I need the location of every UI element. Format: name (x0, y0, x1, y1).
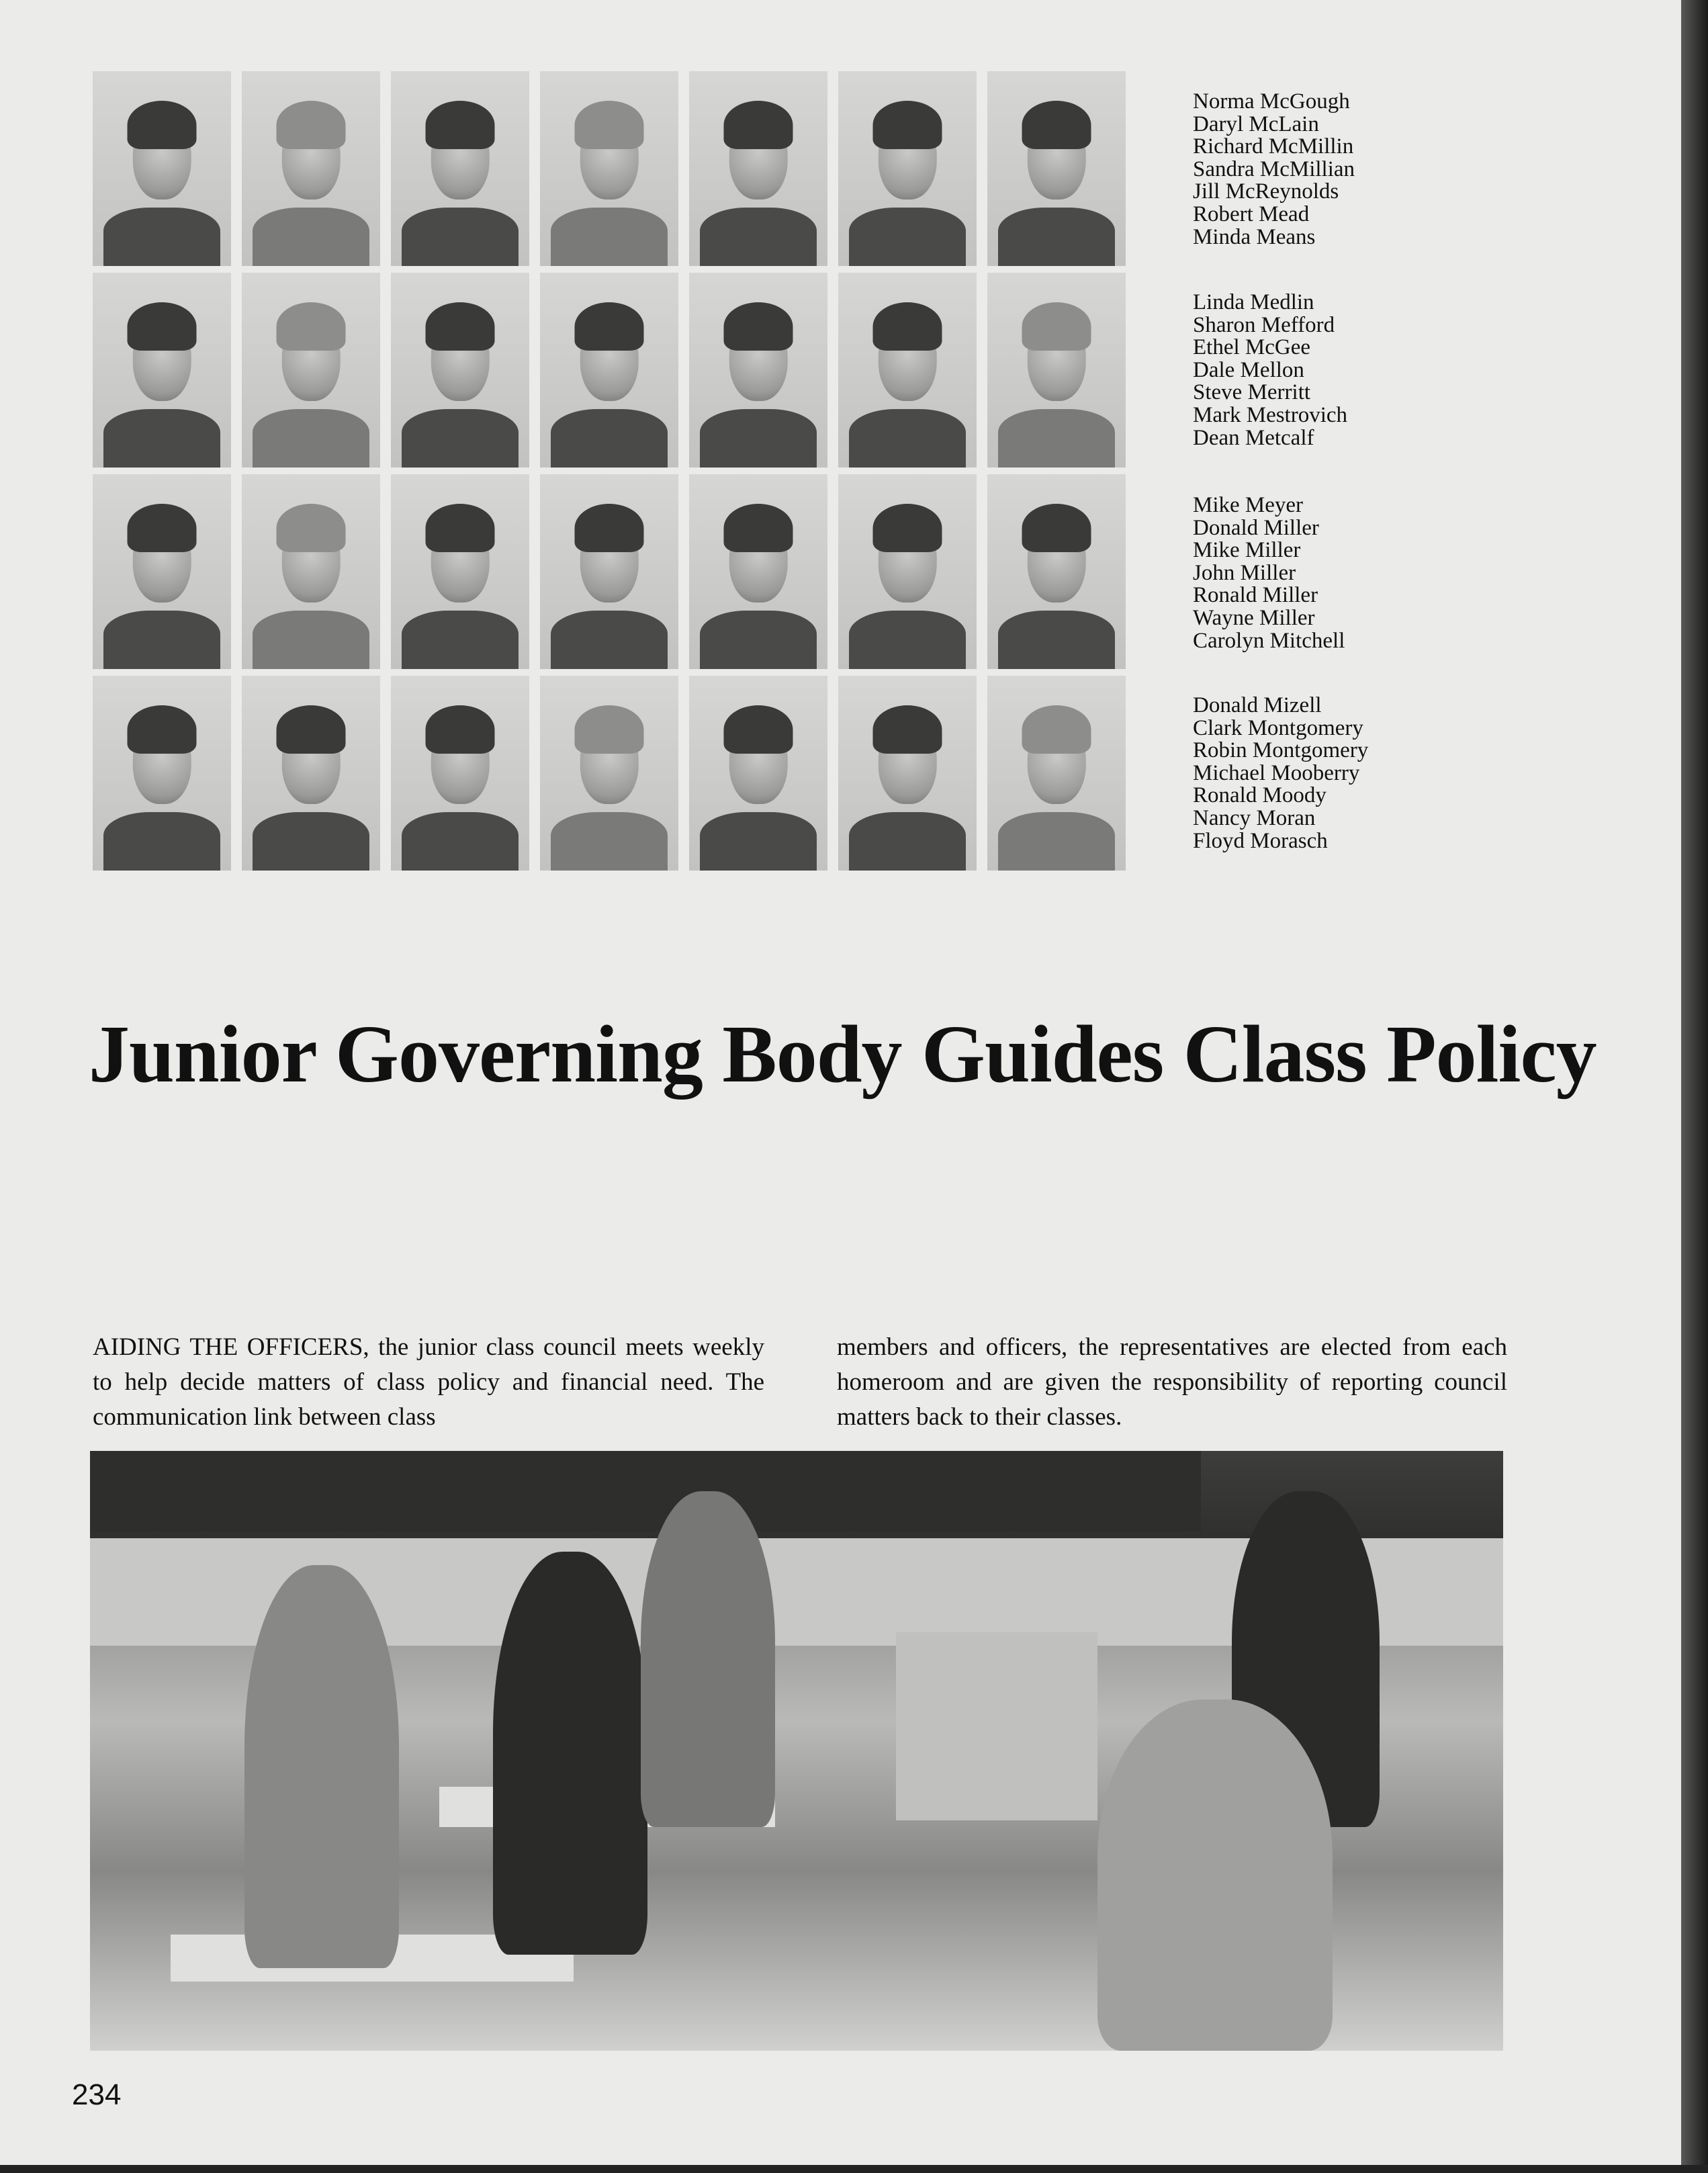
portrait-hair (575, 504, 644, 553)
student-name: Nancy Moran (1193, 805, 1316, 830)
student-name: Carolyn Mitchell (1193, 628, 1345, 653)
student-portrait (93, 273, 231, 468)
student-name: Clark Montgomery (1193, 715, 1363, 740)
portrait-hair (724, 705, 793, 754)
portrait-shoulders (998, 812, 1114, 871)
page-bottom-edge (0, 2165, 1708, 2173)
caption-right-column: members and officers, the representatives are elected from each homeroom and are given the responsibility of reporting council matters back to their classes. (837, 1333, 1507, 1431)
student-name: Robert Mead (1193, 202, 1310, 226)
student-portrait (540, 71, 678, 266)
names-group-1 (1193, 91, 1355, 249)
student-name: Norma McGough (1193, 89, 1350, 114)
portrait-shoulders (998, 611, 1114, 669)
portrait-grid (93, 71, 1140, 871)
student-portrait (540, 273, 678, 468)
student-name: Mike Meyer (1193, 493, 1304, 517)
portrait-shoulders (253, 409, 369, 468)
portrait-shoulders (849, 812, 965, 871)
portrait-hair (426, 101, 495, 150)
portrait-shoulders (402, 208, 518, 266)
portrait-hair (277, 101, 346, 150)
portrait-hair (1022, 302, 1091, 351)
portrait-hair (873, 705, 942, 754)
portrait-hair (1022, 504, 1091, 553)
student-name: Richard McMillin (1193, 134, 1354, 159)
portrait-hair (128, 504, 197, 553)
student-portrait (391, 71, 529, 266)
student-name: Linda Medlin (1193, 290, 1314, 314)
teacher-desk (896, 1632, 1097, 1820)
portrait-shoulders (402, 611, 518, 669)
portrait-hair (277, 705, 346, 754)
student-portrait (987, 474, 1126, 669)
student-portrait (242, 676, 380, 871)
caption-left-column: AIDING THE OFFICERS, the junior class council meets weekly to help decide matters of class policy and financial need. The communication link between class (93, 1333, 764, 1431)
student-name: Steve Merritt (1193, 380, 1311, 405)
student-portrait (689, 273, 827, 468)
portrait-hair (426, 302, 495, 351)
student-portrait (242, 71, 380, 266)
portrait-shoulders (551, 409, 667, 468)
student-portrait (540, 474, 678, 669)
portrait-shoulders (700, 208, 816, 266)
portrait-shoulders (700, 409, 816, 468)
student-name: Dean Metcalf (1193, 425, 1314, 450)
chalkboard (90, 1451, 1201, 1532)
student-portrait (93, 676, 231, 871)
portrait-shoulders (551, 208, 667, 266)
student-figure (1097, 1699, 1333, 2051)
names-group-2 (1193, 292, 1347, 449)
page-binding-edge (1681, 0, 1708, 2173)
student-name: Ronald Moody (1193, 783, 1327, 808)
student-figure (244, 1565, 399, 1968)
student-portrait (838, 273, 977, 468)
student-portrait (391, 474, 529, 669)
student-name: Robin Montgomery (1193, 738, 1369, 763)
student-portrait (391, 273, 529, 468)
student-portrait (987, 71, 1126, 266)
student-portrait (838, 676, 977, 871)
student-portrait (391, 676, 529, 871)
portrait-hair (277, 302, 346, 351)
student-name: Michael Mooberry (1193, 760, 1360, 785)
portrait-hair (426, 504, 495, 553)
portrait-shoulders (849, 208, 965, 266)
portrait-hair (575, 101, 644, 150)
student-name: Sandra McMillian (1193, 157, 1355, 181)
portrait-shoulders (402, 409, 518, 468)
portrait-shoulders (998, 409, 1114, 468)
portrait-hair (128, 705, 197, 754)
student-portrait (838, 71, 977, 266)
student-name: Donald Miller (1193, 515, 1319, 540)
student-name: Floyd Morasch (1193, 828, 1328, 853)
portrait-shoulders (103, 409, 220, 468)
portrait-shoulders (253, 611, 369, 669)
student-portrait (838, 474, 977, 669)
student-name: Mike Miller (1193, 538, 1301, 563)
student-portrait (93, 71, 231, 266)
student-portrait (987, 273, 1126, 468)
portrait-shoulders (998, 208, 1114, 266)
student-portrait (689, 71, 827, 266)
portrait-shoulders (700, 812, 816, 871)
portrait-shoulders (103, 812, 220, 871)
student-name: Sharon Mefford (1193, 312, 1335, 337)
student-name: Ethel McGee (1193, 335, 1311, 360)
portrait-shoulders (551, 611, 667, 669)
student-portrait (540, 676, 678, 871)
portrait-shoulders (253, 208, 369, 266)
portrait-shoulders (700, 611, 816, 669)
student-name: Dale Mellon (1193, 357, 1304, 382)
portrait-hair (426, 705, 495, 754)
student-name: Ronald Miller (1193, 583, 1318, 608)
student-name: Minda Means (1193, 224, 1316, 249)
portrait-hair (724, 302, 793, 351)
names-group-4 (1193, 695, 1368, 852)
portrait-shoulders (103, 208, 220, 266)
portrait-hair (1022, 101, 1091, 150)
page-number: 234 (72, 2078, 122, 2111)
portrait-hair (128, 101, 197, 150)
portrait-hair (724, 504, 793, 553)
portrait-shoulders (103, 611, 220, 669)
portrait-hair (873, 302, 942, 351)
portrait-shoulders (849, 409, 965, 468)
portrait-shoulders (849, 611, 965, 669)
portrait-shoulders (402, 812, 518, 871)
student-portrait (689, 474, 827, 669)
student-name: Wayne Miller (1193, 605, 1315, 630)
student-name: Jill McReynolds (1193, 179, 1339, 204)
student-figure (641, 1491, 775, 1827)
student-portrait (93, 474, 231, 669)
portrait-shoulders (551, 812, 667, 871)
student-name: Donald Mizell (1193, 693, 1322, 717)
portrait-hair (1022, 705, 1091, 754)
student-name: Daryl McLain (1193, 112, 1319, 136)
portrait-hair (128, 302, 197, 351)
portrait-hair (575, 705, 644, 754)
student-portrait (987, 676, 1126, 871)
portrait-hair (873, 101, 942, 150)
student-name: Mark Mestrovich (1193, 402, 1348, 427)
student-name: John Miller (1193, 560, 1296, 585)
student-figure (493, 1552, 647, 1955)
council-meeting-photo (90, 1451, 1503, 2051)
portrait-hair (724, 101, 793, 150)
portrait-shoulders (253, 812, 369, 871)
student-portrait (689, 676, 827, 871)
portrait-hair (873, 504, 942, 553)
headline: Junior Governing Body Guides Class Policy (89, 1009, 1597, 1100)
student-portrait (242, 273, 380, 468)
portrait-hair (575, 302, 644, 351)
student-portrait (242, 474, 380, 669)
names-group-3 (1193, 494, 1345, 652)
portrait-hair (277, 504, 346, 553)
